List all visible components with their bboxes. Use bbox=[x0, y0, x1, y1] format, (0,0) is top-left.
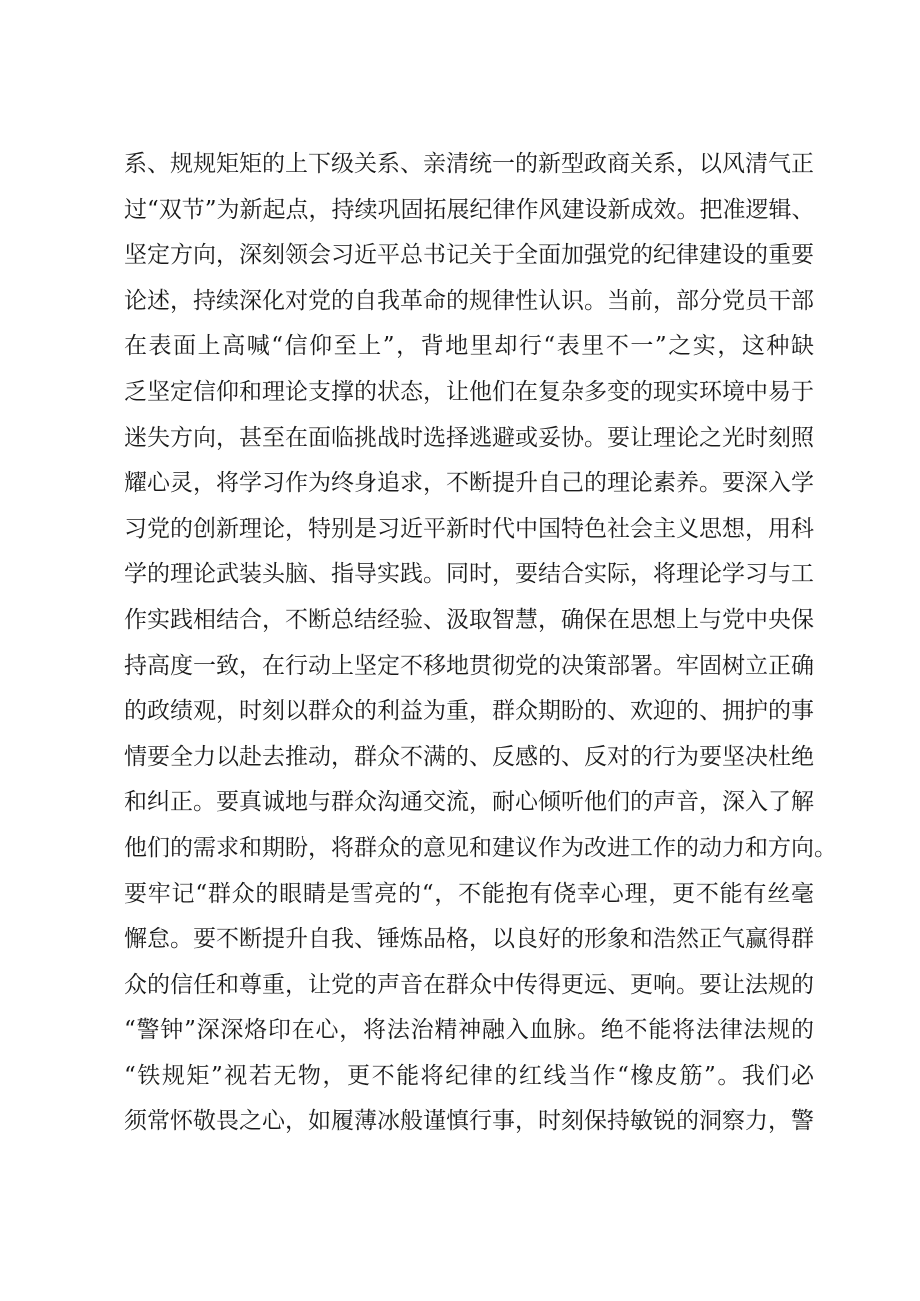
text-line: 情要全力以赴去推动，群众不满的、反感的、反对的行为要坚决杜绝 bbox=[124, 743, 814, 770]
text-line: 众的信任和尊重，让党的声音在群众中传得更远、更响。要让法规的 bbox=[124, 971, 814, 998]
text-line: 论述，持续深化对党的自我革命的规律性认识。当前，部分党员干部 bbox=[124, 287, 814, 314]
text-line: 学的理论武装头脑、指导实践。同时，要结合实际，将理论学习与工 bbox=[124, 561, 814, 588]
text-line: 要牢记“群众的眼睛是雪亮的“，不能抱有侥幸心理，更不能有丝毫 bbox=[124, 880, 814, 907]
text-line: 习党的创新理论，特别是习近平新时代中国特色社会主义思想，用科 bbox=[124, 515, 814, 542]
text-line: 过“双节”为新起点，持续巩固拓展纪律作风建设新成效。把准逻辑、 bbox=[124, 196, 815, 223]
text-line: 懈怠。要不断提升自我、锤炼品格，以良好的形象和浩然正气赢得群 bbox=[124, 926, 814, 953]
text-line: 系、规规矩矩的上下级关系、亲清统一的新型政商关系，以风清气正 bbox=[124, 151, 814, 177]
text-line: 的政绩观，时刻以群众的利益为重，群众期盼的、欢迎的、拥护的事 bbox=[124, 698, 814, 725]
text-line: 他们的需求和期盼，将群众的意见和建议作为改进工作的动力和方向。 bbox=[124, 834, 837, 861]
text-line: 持高度一致，在行动上坚定不移地贯彻党的决策部署。牢固树立正确 bbox=[124, 652, 814, 679]
text-line: 须常怀敬畏之心，如履薄冰般谨慎行事，时刻保持敏锐的洞察力，警 bbox=[124, 1108, 814, 1135]
text-line: 乏坚定信仰和理论支撑的状态，让他们在复杂多变的现实环境中易于 bbox=[124, 378, 814, 405]
text-line: 和纠正。要真诚地与群众沟通交流，耐心倾听他们的声音，深入了解 bbox=[124, 789, 814, 816]
text-line: 在表面上高喊“信仰至上”，背地里却行“表里不一”之实，这种缺 bbox=[124, 333, 814, 360]
text-line: 坚定方向，深刻领会习近平总书记关于全面加强党的纪律建设的重要 bbox=[124, 242, 814, 269]
text-line: 迷失方向，甚至在面临挑战时选择逃避或妥协。要让理论之光时刻照 bbox=[124, 424, 814, 451]
text-line: “警钟”深深烙印在心，将法治精神融入血脉。绝不能将法律法规的 bbox=[124, 1017, 814, 1044]
text-line: 耀心灵，将学习作为终身追求，不断提升自己的理论素养。要深入学 bbox=[124, 470, 814, 497]
body-text bbox=[124, 142, 837, 1145]
text-line: “铁规矩”视若无物，更不能将纪律的红线当作“橡皮筋”。我们必 bbox=[124, 1062, 814, 1089]
text-line: 作实践相结合，不断总结经验、汲取智慧，确保在思想上与党中央保 bbox=[124, 606, 814, 633]
